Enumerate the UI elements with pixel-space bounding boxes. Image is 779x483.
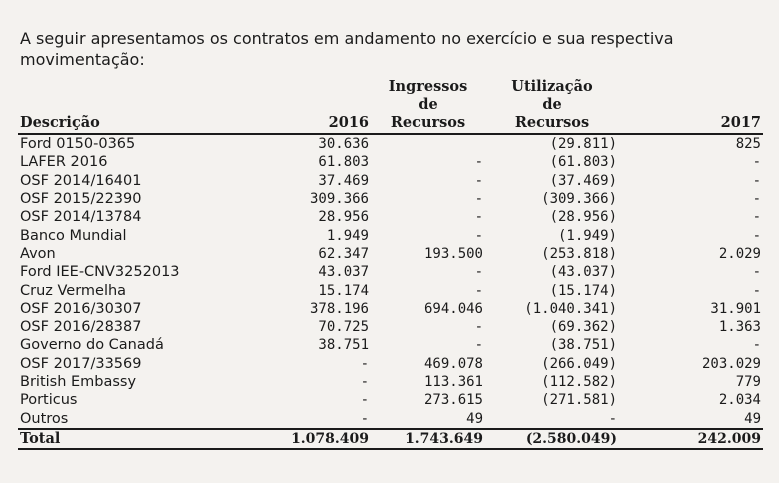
row-description: OSF 2016/30307 (20, 300, 142, 317)
row-utilizacao: - (608, 410, 617, 427)
row-2017: - (752, 282, 761, 299)
row-2016: 38.751 (318, 337, 369, 354)
row-utilizacao: (309.366) (541, 191, 617, 208)
row-description: Porticus (20, 392, 78, 409)
row-ingressos: 273.615 (423, 392, 483, 409)
row-description: Ford IEE-CNV3252013 (20, 264, 180, 281)
row-2016: 61.803 (318, 154, 369, 171)
header-2016: 2016 (247, 78, 371, 134)
row-ingressos: - (474, 209, 483, 226)
row-2016: 43.037 (318, 264, 369, 281)
table-body (18, 134, 763, 429)
total-2017: 242.009 (619, 429, 763, 449)
header-ingressos-line1: Ingressos (388, 78, 468, 95)
row-utilizacao: (15.174) (549, 282, 617, 299)
row-utilizacao: (28.956) (549, 209, 617, 226)
table-row (18, 245, 763, 263)
total-utilizacao: (2.580.049) (485, 429, 619, 449)
row-2016: 309.366 (309, 191, 369, 208)
table-row (18, 172, 763, 190)
row-2016: 15.174 (318, 282, 369, 299)
row-ingressos: - (474, 337, 483, 354)
table-row (18, 134, 763, 153)
header-utilizacao-line2: de (542, 96, 562, 113)
row-2017: 1.363 (718, 319, 761, 336)
row-description: Avon (20, 245, 56, 262)
table-row (18, 208, 763, 226)
table-row (18, 281, 763, 299)
header-descricao: Descrição (18, 78, 247, 134)
row-description: OSF 2016/28387 (20, 319, 142, 336)
contracts-table (18, 78, 763, 450)
row-description: Cruz Vermelha (20, 282, 127, 299)
table-row (18, 153, 763, 171)
row-utilizacao: (37.469) (549, 172, 617, 189)
row-utilizacao: (266.049) (541, 355, 617, 372)
header-utilizacao (485, 78, 619, 134)
row-2017: - (752, 191, 761, 208)
header-2017: 2017 (619, 78, 763, 134)
row-2016: 30.636 (318, 136, 369, 153)
row-2017: - (752, 264, 761, 281)
row-description: British Embassy (20, 374, 137, 390)
row-2017: 203.029 (701, 355, 761, 372)
row-2016: - (360, 374, 369, 390)
row-ingressos: 469.078 (423, 355, 483, 372)
row-ingressos: 193.500 (423, 245, 483, 262)
row-2017: - (752, 337, 761, 354)
row-2016: 62.347 (318, 245, 369, 262)
table-row (18, 391, 763, 409)
row-ingressos: - (474, 264, 483, 281)
row-ingressos: - (474, 227, 483, 244)
intro-paragraph: A seguir apresentamos os contratos em andamento no exercício e sua respectiva movimentação: (20, 29, 674, 69)
table-row (18, 355, 763, 373)
row-ingressos: 113.361 (423, 374, 483, 390)
row-2017: - (752, 227, 761, 244)
row-description: Outros (20, 410, 69, 427)
row-2017: 49 (744, 410, 761, 427)
row-2017: 31.901 (710, 300, 761, 317)
row-ingressos (371, 134, 485, 153)
row-ingressos: 49 (466, 410, 483, 427)
row-description: OSF 2014/16401 (20, 172, 142, 189)
row-description: Ford 0150-0365 (20, 136, 136, 153)
row-utilizacao: (69.362) (549, 319, 617, 336)
table-row (18, 409, 763, 428)
row-2016: - (360, 355, 369, 372)
row-utilizacao: (1.949) (557, 227, 617, 244)
row-2016: 1.949 (326, 227, 369, 244)
total-label: Total (18, 429, 247, 449)
total-row (18, 429, 763, 449)
row-utilizacao: (29.811) (549, 136, 617, 153)
header-utilizacao-line3: Recursos (514, 114, 590, 131)
row-utilizacao: (61.803) (549, 154, 617, 171)
row-2016: - (360, 410, 369, 427)
row-2016: 37.469 (318, 172, 369, 189)
row-2016: 70.725 (318, 319, 369, 336)
row-ingressos: - (474, 191, 483, 208)
row-utilizacao: (271.581) (541, 392, 617, 409)
row-description: OSF 2014/13784 (20, 209, 142, 226)
table-row (18, 300, 763, 318)
header-ingressos (371, 78, 485, 134)
row-utilizacao: (43.037) (549, 264, 617, 281)
table-header-row (18, 78, 763, 134)
row-2017: - (752, 209, 761, 226)
row-2016: 28.956 (318, 209, 369, 226)
header-ingressos-line2: de (418, 96, 438, 113)
total-2016: 1.078.409 (247, 429, 371, 449)
total-ingressos: 1.743.649 (371, 429, 485, 449)
row-description: Governo do Canadá (20, 337, 164, 354)
table-row (18, 373, 763, 391)
row-2017: 825 (735, 136, 761, 153)
row-ingressos: - (474, 154, 483, 171)
row-description: OSF 2015/22390 (20, 191, 142, 208)
table-row (18, 226, 763, 244)
header-ingressos-line3: Recursos (390, 114, 466, 131)
table-row (18, 336, 763, 354)
row-description: Banco Mundial (20, 227, 127, 244)
table-row (18, 318, 763, 336)
row-ingressos: - (474, 319, 483, 336)
row-utilizacao: (38.751) (549, 337, 617, 354)
row-2017: - (752, 172, 761, 189)
row-utilizacao: (112.582) (541, 374, 617, 390)
row-2016: - (360, 392, 369, 409)
header-utilizacao-line1: Utilização (511, 78, 593, 95)
row-ingressos: - (474, 282, 483, 299)
row-2017: 2.034 (718, 392, 761, 409)
row-description: LAFER 2016 (20, 154, 108, 171)
table-row (18, 190, 763, 208)
row-2017: 779 (735, 374, 761, 390)
table-row (18, 263, 763, 281)
row-utilizacao: (1.040.341) (524, 300, 617, 317)
row-2017: 2.029 (718, 245, 761, 262)
row-2016: 378.196 (309, 300, 369, 317)
row-description: OSF 2017/33569 (20, 355, 142, 372)
row-utilizacao: (253.818) (541, 245, 617, 262)
row-ingressos: - (474, 172, 483, 189)
row-2017: - (752, 154, 761, 171)
row-ingressos: 694.046 (423, 300, 483, 317)
